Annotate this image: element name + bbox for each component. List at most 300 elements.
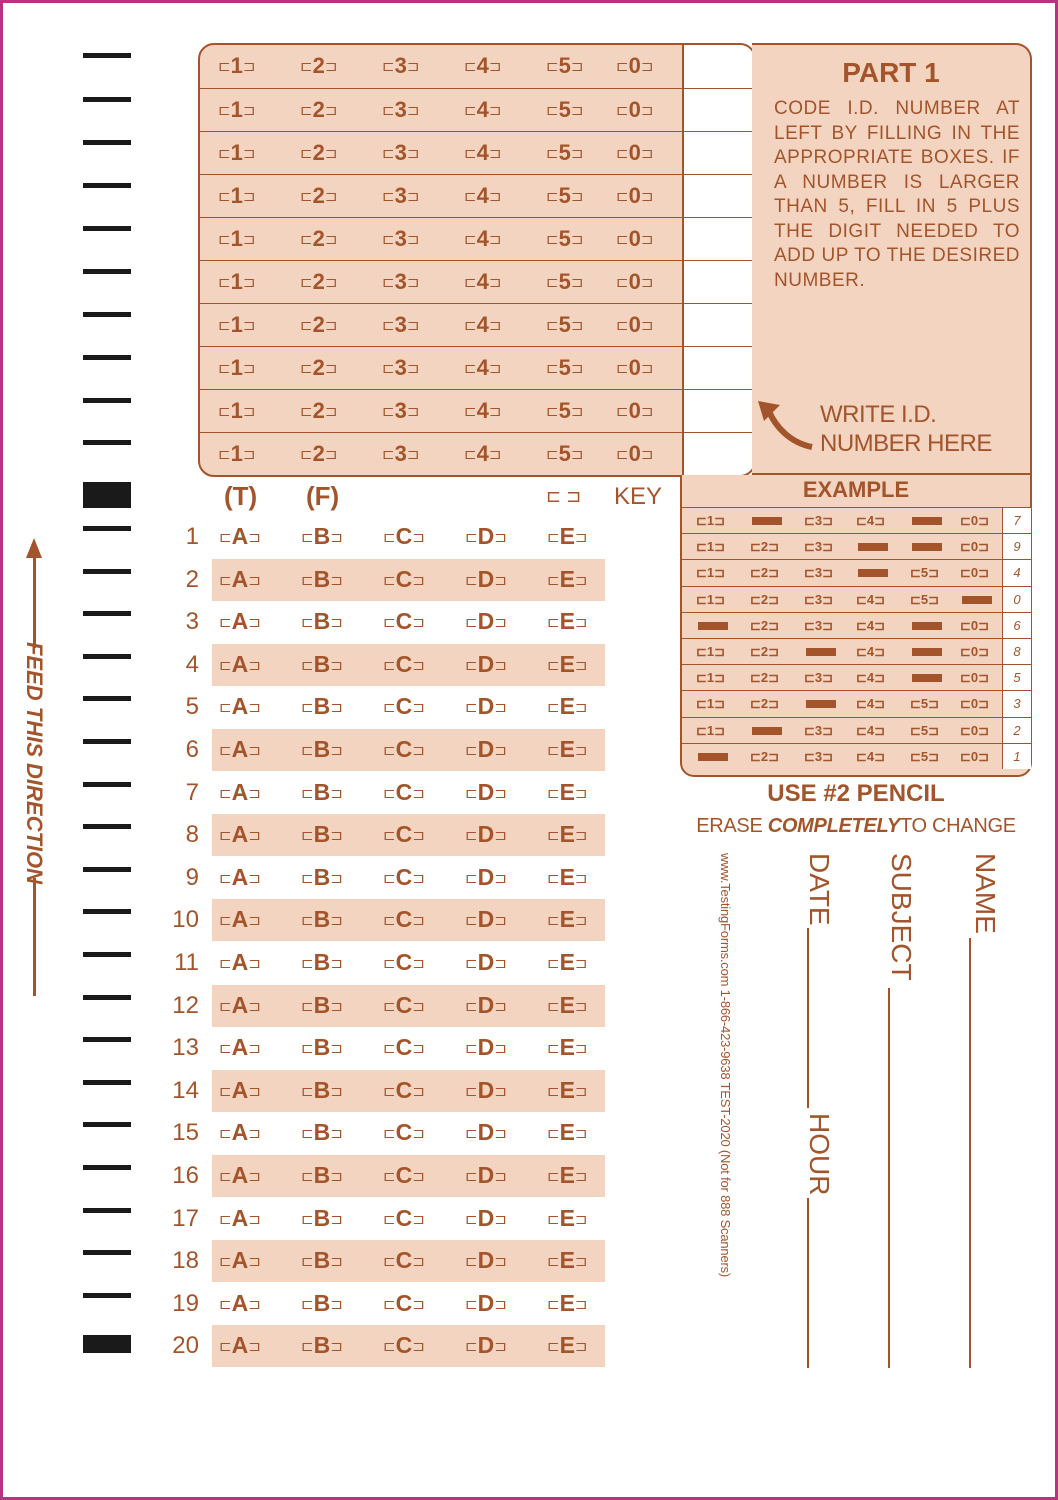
id-digit-bubble[interactable]	[616, 269, 653, 295]
id-digit-bubble[interactable]	[616, 312, 653, 338]
subject-line[interactable]	[888, 988, 890, 1368]
example-bubble	[960, 513, 989, 529]
answer-bubble[interactable]	[383, 1034, 425, 1061]
bubble-label: 4	[866, 591, 875, 607]
bubble-left-bracket: ⊏	[301, 784, 314, 802]
bubble-left-bracket: ⊏	[696, 643, 707, 659]
bubble-left-bracket: ⊏	[464, 403, 477, 420]
answer-bubble[interactable]	[547, 1077, 588, 1104]
id-digit-bubble[interactable]	[382, 441, 419, 467]
id-digit-bubble[interactable]	[616, 441, 653, 467]
answer-bubble[interactable]	[465, 1077, 507, 1104]
example-row	[682, 586, 1030, 612]
id-write-box[interactable]	[682, 89, 754, 131]
hour-label: HOUR	[804, 1113, 835, 1196]
answer-bubble[interactable]	[383, 821, 425, 848]
bubble-left-bracket: ⊏	[547, 955, 560, 972]
answer-bubble[interactable]	[301, 906, 343, 933]
id-digit-bubble[interactable]	[382, 226, 419, 252]
answer-bubble[interactable]	[547, 1205, 588, 1232]
bubble-label: B	[313, 1162, 331, 1188]
answer-bubble[interactable]	[547, 1290, 588, 1317]
example-bubble	[804, 670, 833, 686]
bubble-left-bracket: ⊏	[301, 614, 314, 632]
answer-bubble[interactable]	[383, 1162, 425, 1189]
answer-bubble[interactable]	[465, 1119, 507, 1146]
answer-bubble[interactable]	[465, 906, 507, 933]
bubble-label: C	[395, 906, 413, 933]
id-digit-bubble[interactable]	[464, 355, 501, 381]
bubble-right-bracket: ⊐	[494, 1125, 507, 1143]
bubble-left-bracket: ⊏	[301, 1040, 314, 1058]
answer-bubble[interactable]	[219, 992, 261, 1019]
id-write-box[interactable]	[682, 304, 754, 346]
bubble-left-bracket: ⊏	[382, 102, 395, 119]
answer-bubble[interactable]	[547, 1162, 588, 1189]
bubble-right-bracket: ⊐	[494, 784, 507, 802]
id-digit-bubble[interactable]	[300, 140, 337, 166]
answer-bubble[interactable]	[383, 736, 425, 763]
answer-bubble[interactable]	[465, 1162, 507, 1189]
bubble-right-bracket: ⊐	[822, 591, 834, 607]
id-digit-bubble[interactable]	[218, 398, 255, 424]
curved-arrow-icon	[754, 395, 816, 455]
id-digit-bubble[interactable]	[300, 226, 337, 252]
bubble-label: 0	[628, 398, 641, 423]
id-digit-bubble[interactable]	[218, 97, 255, 123]
example-filled-bubble	[806, 700, 836, 708]
answer-bubble[interactable]	[465, 651, 507, 678]
answer-bubble[interactable]	[465, 864, 507, 891]
example-row	[682, 559, 1030, 585]
bubble-label: 1	[230, 226, 243, 251]
bubble-label: 5	[920, 748, 929, 764]
name-line[interactable]	[969, 938, 971, 1368]
answer-bubble[interactable]	[219, 1205, 261, 1232]
bubble-right-bracket: ⊐	[412, 1295, 425, 1313]
id-digit-bubble[interactable]	[616, 226, 653, 252]
bubble-label: 0	[628, 53, 641, 78]
answer-bubble[interactable]	[301, 821, 343, 848]
answer-bubble[interactable]	[465, 1247, 507, 1274]
bubble-label: B	[313, 650, 331, 677]
bubble-label: A	[231, 1162, 249, 1188]
id-digit-bubble[interactable]	[382, 140, 419, 166]
bubble-right-bracket: ⊐	[248, 1253, 261, 1271]
id-write-box[interactable]	[682, 175, 754, 217]
answer-bubble[interactable]	[465, 1290, 507, 1317]
question-number: 11	[174, 949, 199, 976]
bubble-left-bracket: ⊏	[804, 539, 815, 555]
answer-bubble[interactable]	[219, 906, 261, 933]
answer-bubble[interactable]	[301, 651, 343, 678]
answer-bubble[interactable]	[547, 608, 588, 635]
question-number: 18	[172, 1247, 199, 1275]
id-write-box[interactable]	[682, 433, 754, 475]
bubble-label: 1	[230, 398, 243, 423]
id-write-box[interactable]	[682, 45, 754, 88]
answer-bubble[interactable]	[301, 1162, 343, 1189]
answer-bubble[interactable]	[219, 566, 261, 593]
answer-bubble[interactable]	[547, 1247, 588, 1274]
answer-bubble[interactable]	[383, 693, 425, 720]
answer-bubble[interactable]	[465, 566, 507, 593]
answer-bubble[interactable]	[383, 1247, 425, 1274]
id-digit-bubble[interactable]	[464, 226, 501, 252]
bubble-right-bracket: ⊐	[978, 748, 990, 764]
answer-bubble[interactable]	[301, 1290, 343, 1317]
id-digit-bubble[interactable]	[300, 269, 337, 295]
bubble-right-bracket: ⊐	[330, 529, 343, 546]
id-write-box[interactable]	[682, 347, 754, 389]
id-digit-bubble[interactable]	[546, 398, 583, 424]
id-digit-bubble[interactable]	[546, 97, 583, 123]
bubble-left-bracket: ⊏	[960, 670, 971, 686]
answer-bubble[interactable]	[301, 736, 343, 763]
id-digit-bubble[interactable]	[382, 97, 419, 123]
bubble-right-bracket: ⊐	[248, 614, 261, 632]
answer-bubble[interactable]	[547, 566, 588, 593]
bubble-left-bracket: ⊏	[383, 699, 396, 717]
answer-bubble[interactable]	[547, 949, 588, 976]
answer-bubble[interactable]	[383, 523, 425, 550]
bubble-left-bracket: ⊏	[616, 446, 629, 463]
id-digit-bubble[interactable]	[300, 183, 337, 209]
answer-bubble[interactable]	[547, 906, 588, 933]
answer-bubble[interactable]	[301, 1077, 343, 1104]
answer-bubble[interactable]	[547, 736, 588, 763]
id-row	[200, 432, 754, 475]
answer-row	[153, 814, 605, 856]
id-write-box[interactable]	[682, 132, 754, 174]
answer-bubble[interactable]	[383, 608, 425, 635]
id-digit-bubble[interactable]	[546, 355, 583, 381]
timing-mark	[83, 782, 131, 787]
answer-bubble[interactable]	[301, 992, 343, 1019]
answer-bubble[interactable]	[547, 1034, 588, 1061]
bubble-right-bracket: ⊐	[330, 614, 343, 632]
bubble-right-bracket: ⊐	[494, 955, 507, 972]
id-digit-bubble[interactable]	[300, 398, 337, 424]
answer-bubble[interactable]	[383, 1332, 425, 1359]
answer-bubble[interactable]	[301, 1119, 343, 1146]
answer-bubble[interactable]	[301, 1332, 343, 1359]
bubble-right-bracket: ⊐	[494, 1040, 507, 1058]
id-digit-bubble[interactable]	[546, 441, 583, 467]
part1-instructions: CODE I.D. NUMBER AT LEFT BY FILLING IN THE APPROPRIATE BOXES. IF A NUMBER IS LARGER THAN 5, FILL IN 5 PLUS THE DIGIT NEEDED TO ADD UP TO THE DESIRED NUMBER.	[774, 98, 1020, 291]
bubble-right-bracket: ⊐	[494, 1210, 507, 1228]
bubble-left-bracket: ⊏	[804, 748, 815, 764]
answer-bubble[interactable]	[465, 1034, 507, 1061]
answer-bubble[interactable]	[301, 608, 343, 635]
bubble-label: 1	[706, 513, 715, 528]
answer-bubble[interactable]	[219, 1162, 261, 1189]
id-digit-bubble[interactable]	[464, 398, 501, 424]
answer-bubble[interactable]	[465, 779, 507, 806]
bubble-left-bracket: ⊏	[856, 643, 867, 659]
answer-row	[153, 559, 605, 601]
id-digit-bubble[interactable]	[218, 312, 255, 338]
bubble-label: B	[313, 1076, 331, 1103]
answer-bubble[interactable]	[383, 906, 425, 933]
answer-bubble[interactable]	[465, 821, 507, 848]
id-digit-bubble[interactable]	[464, 183, 501, 209]
answer-bubble[interactable]	[301, 523, 343, 550]
bubble-right-bracket: ⊐	[488, 403, 502, 420]
answer-bubble[interactable]	[219, 779, 261, 806]
answer-bubble[interactable]	[547, 523, 588, 550]
bubble-right-bracket: ⊐	[330, 1338, 343, 1356]
hour-line[interactable]	[807, 1198, 809, 1368]
answer-bubble[interactable]	[465, 523, 507, 550]
example-filled-bubble	[806, 648, 836, 656]
bubble-left-bracket: ⊏	[750, 748, 761, 764]
answer-bubble[interactable]	[547, 992, 588, 1019]
id-digit-bubble[interactable]	[300, 97, 337, 123]
bubble-label: B	[313, 1289, 331, 1316]
bubble-label: D	[477, 863, 495, 890]
id-digit-bubble[interactable]	[382, 355, 419, 381]
answer-bubble[interactable]	[219, 608, 261, 635]
bubble-label: C	[395, 991, 413, 1018]
bubble-label: 1	[230, 269, 243, 294]
bubble-left-bracket: ⊏	[616, 317, 629, 334]
bubble-right-bracket: ⊐	[768, 643, 780, 659]
id-digit-bubble[interactable]	[546, 312, 583, 338]
answer-bubble[interactable]	[219, 523, 261, 550]
answer-bubble[interactable]	[383, 1077, 425, 1104]
bubble-label: C	[395, 608, 413, 635]
bubble-label: D	[477, 1034, 495, 1061]
id-row	[200, 217, 754, 260]
bubble-right-bracket: ⊐	[494, 997, 507, 1015]
bubble-left-bracket: ⊏	[219, 529, 232, 546]
bubble-right-bracket: ⊐	[822, 722, 834, 738]
bubble-right-bracket: ⊐	[822, 565, 834, 581]
id-digit-bubble[interactable]	[300, 355, 337, 381]
answer-bubble[interactable]	[383, 651, 425, 678]
answer-bubble[interactable]	[465, 608, 507, 635]
answer-bubble[interactable]	[301, 1034, 343, 1061]
answer-bubble[interactable]	[383, 1290, 425, 1317]
question-number: 19	[172, 1289, 199, 1317]
bubble-label: 1	[706, 591, 715, 607]
key-bubble[interactable]: ⊏ ⊐	[546, 486, 582, 506]
answer-bubble[interactable]	[301, 779, 343, 806]
answer-bubble[interactable]	[301, 949, 343, 976]
answer-bubble[interactable]	[465, 1205, 507, 1232]
question-number: 9	[185, 863, 199, 891]
bubble-label: B	[313, 949, 331, 975]
bubble-label: 0	[628, 441, 641, 466]
bubble-label: E	[559, 863, 575, 890]
id-digit-bubble[interactable]	[464, 312, 501, 338]
id-digit-bubble[interactable]	[546, 226, 583, 252]
answer-bubble[interactable]	[219, 1332, 261, 1359]
id-digit-bubble[interactable]	[546, 140, 583, 166]
bubble-label: 2	[312, 398, 325, 423]
question-number: 8	[185, 821, 199, 849]
answer-bubble[interactable]	[383, 1119, 425, 1146]
id-digit-bubble[interactable]	[218, 355, 255, 381]
answer-bubble[interactable]	[465, 736, 507, 763]
answer-bubble[interactable]	[547, 1119, 588, 1146]
answer-bubble[interactable]	[219, 693, 261, 720]
id-digit-bubble[interactable]	[464, 441, 501, 467]
bubble-left-bracket: ⊏	[547, 1082, 560, 1100]
bubble-right-bracket: ⊐	[324, 58, 338, 75]
bubble-label: C	[395, 949, 413, 975]
example-bubble	[750, 618, 779, 634]
bubble-right-bracket: ⊐	[330, 827, 343, 845]
bubble-label: C	[395, 693, 413, 720]
answer-bubble[interactable]	[219, 949, 261, 976]
bubble-left-bracket: ⊏	[960, 513, 971, 528]
answer-bubble[interactable]	[547, 821, 588, 848]
answer-bubble[interactable]	[219, 1077, 261, 1104]
bubble-right-bracket: ⊐	[494, 1253, 507, 1271]
bubble-left-bracket: ⊏	[301, 1125, 314, 1143]
bubble-right-bracket: ⊐	[640, 58, 654, 75]
id-row	[200, 260, 754, 303]
id-digit-bubble[interactable]	[382, 398, 419, 424]
id-digit-bubble[interactable]	[616, 140, 653, 166]
bubble-right-bracket: ⊐	[324, 403, 338, 420]
id-digit-bubble[interactable]	[546, 269, 583, 295]
id-digit-bubble[interactable]	[546, 53, 583, 79]
id-digit-bubble[interactable]	[616, 398, 653, 424]
example-digit: 9	[1002, 534, 1031, 559]
bubble-left-bracket: ⊏	[546, 446, 559, 463]
bubble-right-bracket: ⊐	[248, 699, 261, 717]
id-digit-bubble[interactable]	[382, 53, 419, 79]
bubble-right-bracket: ⊐	[570, 360, 584, 377]
bubble-right-bracket: ⊐	[242, 58, 256, 75]
date-line[interactable]	[807, 928, 809, 1108]
bubble-right-bracket: ⊐	[978, 539, 990, 555]
bubble-right-bracket: ⊐	[874, 617, 886, 633]
bubble-right-bracket: ⊐	[324, 360, 338, 377]
example-digit: 2	[1002, 718, 1031, 743]
answer-bubble[interactable]	[383, 992, 425, 1019]
id-digit-bubble[interactable]	[218, 269, 255, 295]
answer-bubble[interactable]	[465, 693, 507, 720]
id-digit-bubble[interactable]	[218, 140, 255, 166]
id-digit-bubble[interactable]	[218, 226, 255, 252]
answer-bubble[interactable]	[219, 1034, 261, 1061]
bubble-label: 4	[866, 696, 875, 712]
answer-bubble[interactable]	[547, 693, 588, 720]
answer-bubble[interactable]	[547, 779, 588, 806]
bubble-left-bracket: ⊏	[804, 670, 815, 686]
id-digit-bubble[interactable]	[546, 183, 583, 209]
example-bubble	[856, 749, 885, 765]
answer-bubble[interactable]	[219, 1119, 261, 1146]
bubble-left-bracket: ⊏	[218, 145, 231, 162]
answer-bubble[interactable]	[219, 821, 261, 848]
answer-bubble[interactable]	[301, 1205, 343, 1232]
answer-bubble[interactable]	[301, 864, 343, 891]
id-digit-bubble[interactable]	[616, 53, 653, 79]
id-digit-bubble[interactable]	[218, 441, 255, 467]
answer-bubble[interactable]	[219, 736, 261, 763]
bubble-label: B	[313, 693, 331, 720]
answer-bubble[interactable]	[383, 864, 425, 891]
id-digit-bubble[interactable]	[300, 441, 337, 467]
id-write-box[interactable]	[682, 218, 754, 260]
id-digit-bubble[interactable]	[464, 97, 501, 123]
bubble-left-bracket: ⊏	[300, 102, 313, 119]
id-digit-bubble[interactable]	[382, 269, 419, 295]
answer-bubble[interactable]	[547, 651, 588, 678]
id-digit-bubble[interactable]	[382, 312, 419, 338]
bubble-label: 1	[706, 539, 715, 555]
id-digit-bubble[interactable]	[616, 355, 653, 381]
answer-bubble[interactable]	[219, 864, 261, 891]
answer-bubble[interactable]	[219, 651, 261, 678]
id-digit-bubble[interactable]	[300, 312, 337, 338]
bubble-left-bracket: ⊏	[465, 1295, 478, 1313]
answer-bubble[interactable]	[465, 949, 507, 976]
answer-bubble[interactable]	[301, 1247, 343, 1274]
bubble-right-bracket: ⊐	[488, 360, 502, 377]
id-digit-bubble[interactable]	[218, 183, 255, 209]
id-digit-bubble[interactable]	[464, 269, 501, 295]
bubble-label: 4	[476, 97, 489, 122]
answer-bubble[interactable]	[547, 864, 588, 891]
id-digit-bubble[interactable]	[464, 53, 501, 79]
answer-bubble[interactable]	[301, 566, 343, 593]
question-number: 16	[172, 1162, 199, 1189]
answer-bubble[interactable]	[219, 1247, 261, 1274]
answer-bubble[interactable]	[383, 949, 425, 976]
answer-bubble[interactable]	[383, 1205, 425, 1232]
bubble-right-bracket: ⊐	[330, 912, 343, 930]
bubble-left-bracket: ⊏	[856, 670, 867, 686]
answer-bubble[interactable]	[465, 1332, 507, 1359]
bubble-left-bracket: ⊏	[383, 571, 396, 589]
answer-row	[153, 1027, 605, 1069]
answer-bubble[interactable]	[465, 992, 507, 1019]
bubble-label: 0	[628, 97, 641, 122]
bubble-right-bracket: ⊐	[488, 446, 502, 463]
bubble-left-bracket: ⊏	[547, 699, 560, 717]
id-digit-bubble[interactable]	[300, 53, 337, 79]
answer-bubble[interactable]	[547, 1332, 588, 1359]
id-digit-bubble[interactable]	[464, 140, 501, 166]
example-filled-bubble	[912, 622, 942, 630]
bubble-right-bracket: ⊐	[330, 784, 343, 802]
answer-bubble[interactable]	[383, 779, 425, 806]
example-bubble	[910, 749, 939, 765]
answer-bubble[interactable]	[383, 566, 425, 593]
id-digit-bubble[interactable]	[218, 53, 255, 79]
example-bubble	[750, 539, 779, 555]
bubble-left-bracket: ⊏	[300, 231, 313, 248]
bubble-right-bracket: ⊐	[714, 591, 726, 607]
id-write-box[interactable]	[682, 390, 754, 432]
id-digit-bubble[interactable]	[616, 183, 653, 209]
bubble-left-bracket: ⊏	[547, 1253, 560, 1271]
id-digit-bubble[interactable]	[382, 183, 419, 209]
bubble-left-bracket: ⊏	[219, 827, 232, 845]
id-write-box[interactable]	[682, 261, 754, 303]
id-digit-bubble[interactable]	[616, 97, 653, 123]
bubble-right-bracket: ⊐	[412, 656, 425, 674]
answer-bubble[interactable]	[219, 1290, 261, 1317]
answer-bubble[interactable]	[301, 693, 343, 720]
bubble-right-bracket: ⊐	[874, 748, 886, 764]
